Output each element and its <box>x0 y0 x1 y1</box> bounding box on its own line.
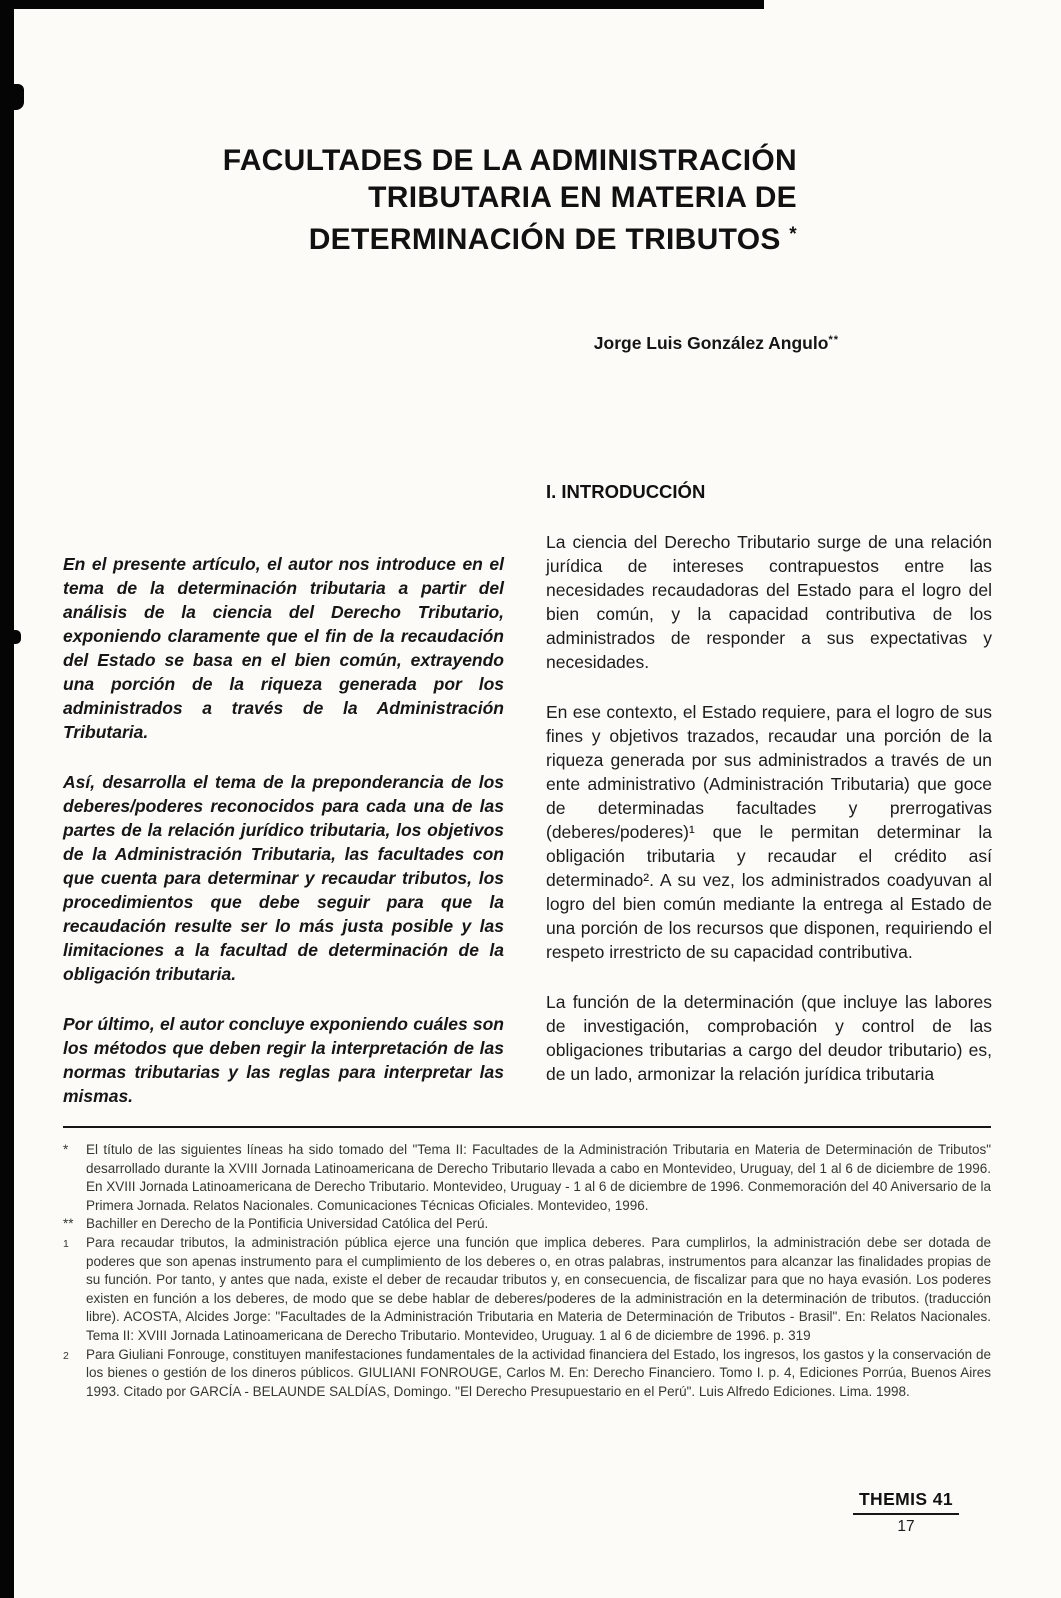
footnotes <box>63 1141 991 1401</box>
footnote-marker: ** <box>63 1216 74 1232</box>
scan-artifact-top-edge <box>0 0 764 9</box>
abstract-column <box>63 552 504 1134</box>
page-footer <box>853 1489 959 1536</box>
section-heading: I. INTRODUCCIÓN <box>546 481 706 502</box>
footnote-text: Para Giuliani Fonrouge, constituyen manifestaciones fundamentales de la actividad financiera del Estado, los ingresos, los gastos y la conservación de los bienes o gestión de los dineros públicos. GIULIANI FONROUGE, Carlos M. En: Derecho Financiero. Tomo I. p. 4, Ediciones Porrúa, Buenos Aires 1993. Citado por GARCÍA - BELAUNDE SALDÍAS, Domingo. "El Derecho Presupuestario en el Perú". Luis Alfredo Ediciones. Lima. 1998. <box>86 1346 991 1399</box>
author-name-text: Jorge Luis González Angulo <box>593 333 829 353</box>
scan-artifact-blob <box>0 84 24 110</box>
body-paragraph: La ciencia del Derecho Tributario surge de una relación jurídica de intereses contrapuestos entre las necesidades recaudadoras del Estado para el logro del bien común, y la capacidad contributiva de los administrados de responder a sus expectativas y necesidades. <box>546 532 992 672</box>
author-name <box>438 333 839 354</box>
footnote <box>63 1346 991 1402</box>
footnote-text: Bachiller en Derecho de la Pontificia Universidad Católica del Perú. <box>86 1216 489 1232</box>
body-paragraph: En ese contexto, el Estado requiere, para el logro de sus fines y objetivos trazados, recaudar una porción de la riqueza generada por sus administrados a través de un ente administrativo (Administración Tributaria) que goce de determinadas facultades y prerrogativas (deberes/poderes)¹ que le permitan determinar la obligación tributaria y recaudar el crédito así determinado². A su vez, los administrados coadyuvan al logro del bien común mediante la entrega al Estado de una porción de los recursos que disponen, requiriendo el respeto irrestricto de su capacidad contributiva. <box>546 702 992 962</box>
scan-artifact-blob <box>0 630 21 644</box>
article-title-line <box>100 216 797 258</box>
introduction-column <box>546 481 992 1112</box>
footnote-text: El título de las siguientes líneas ha sido tomado del "Tema II: Facultades de la Administración Tributaria en Materia de Determinación de Tributos" desarrollado durante la XVIII Jornada Latinoamericana de Derecho Tributario llevada a cabo en Montevideo, Uruguay, del 1 al 6 de diciembre de 1996. En XVIII Jornada Latinoamericana de Derecho Tributario. Montevideo, Uruguay - 1 al 6 de diciembre de 1996. Conmemoración del 40 Aniversario de la Primera Jornada. Relatos Nacionales. Comunicaciones Técnicas Oficiales. Montevideo, 1996. <box>86 1142 991 1213</box>
journal-name: THEMIS 41 <box>853 1489 959 1515</box>
article-title-text: TRIBUTARIA EN MATERIA DE <box>368 181 797 214</box>
page-number: 17 <box>897 1518 915 1535</box>
abstract-paragraph: En el presente artículo, el autor nos introduce en el tema de la determinación tributaria a partir del análisis de la ciencia del Derecho Tributario, exponiendo claramente que el fin de la recaudación del Estado se basa en el bien común, extrayendo una porción de la riqueza generada por los administrados a través de la Administración Tributaria. <box>63 554 504 742</box>
article-title-text: DETERMINACIÓN DE TRIBUTOS <box>308 223 781 256</box>
footnote-marker: * <box>63 1142 69 1157</box>
footnote <box>63 1234 991 1346</box>
footnote-divider <box>63 1126 991 1128</box>
article-title-line <box>100 142 797 179</box>
article-title-text: FACULTADES DE LA ADMINISTRACIÓN <box>222 144 797 177</box>
title-footnote-mark: * <box>789 224 797 245</box>
footnote <box>63 1215 991 1234</box>
body-paragraph: La función de la determinación (que incluye las labores de investigación, comprobación y control de las obligaciones tributarias a cargo del deudor tributario) es, de un lado, armonizar la relación jurídica tributaria <box>546 992 992 1084</box>
abstract-paragraph: Así, desarrolla el tema de la preponderancia de los deberes/poderes reconocidos para cada una de las partes de la relación jurídico tributaria, los objetivos de la Administración Tributaria, las facultades con que cuenta para determinar y recaudar tributos, los procedimientos que debe seguir para que la recaudación resulte ser lo más justa posible y las limitaciones a la facultad de determinación de la obligación tributaria. <box>63 772 504 984</box>
footnote-text: Para recaudar tributos, la administración pública ejerce una función que implica deberes. Para cumplirlos, la administración debe ser dotada de poderes que son apenas instrumento para el cumplimiento de los deberes o, en otras palabras, instrumentos para alcanzar las finalidades propias de su función. Por tanto, y antes que nada, existe el deber de recaudar tributos y, en consecuencia, de fiscalizar para que no haya evasión. Los poderes existen en función a los deberes, de modo que se debe hablar de deberes/poderes de la administración en la determinación de tributos. (traducción libre). ACOSTA, Alcides Jorge: "Facultades de la Administración Tributaria en Materia de Determinación de Tributos - Brasil". En: Relatos Nacionales. Tema II: XVIII Jornada Latinoamericana de Derecho Tributario. Montevideo, Uruguay. 1 al 6 de diciembre de 1996. p. 319 <box>86 1234 991 1343</box>
article-title-line <box>100 179 797 216</box>
scan-artifact-left-edge <box>0 0 14 1598</box>
author-footnote-mark: ** <box>828 334 839 346</box>
abstract-paragraph: Por último, el autor concluye exponiendo cuáles son los métodos que deben regir la interpretación de las normas tributarias y las reglas para interpretar las mismas. <box>63 1014 504 1106</box>
footnote-marker: 2 <box>63 1349 69 1362</box>
footnote-marker: 1 <box>63 1237 69 1250</box>
footnote <box>63 1141 991 1215</box>
article-title <box>100 142 797 258</box>
